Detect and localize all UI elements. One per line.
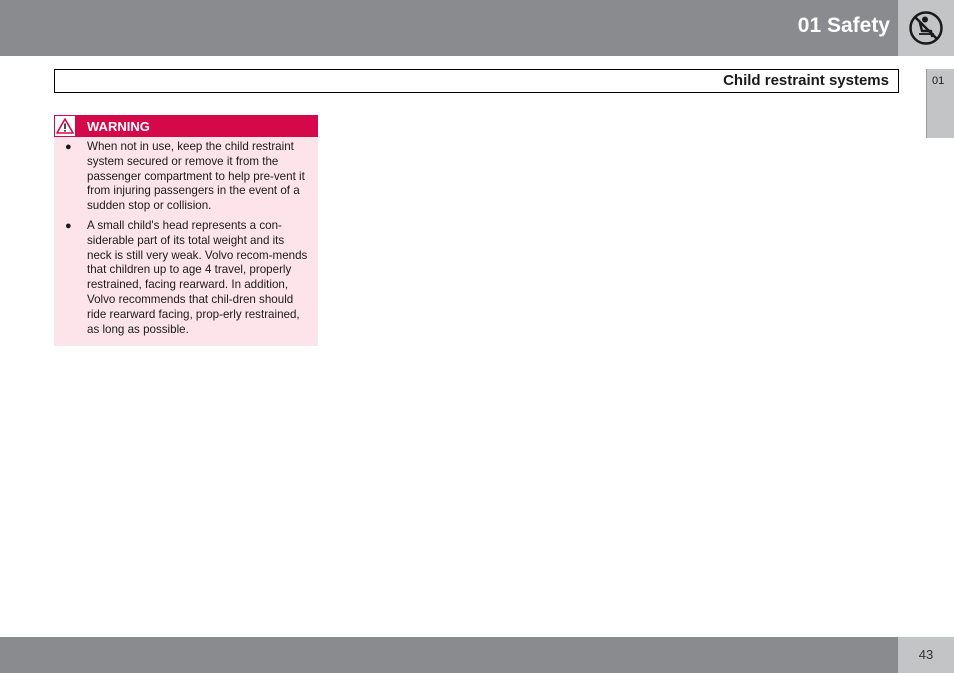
warning-label: WARNING [87, 119, 150, 134]
warning-box [54, 115, 318, 346]
warning-item [54, 219, 318, 337]
section-title: Child restraint systems [723, 72, 889, 89]
warning-item [54, 140, 318, 214]
warning-item-text: A small child's head represents a con-siderable part of its total weight and its neck is still very weak. Volvo recom-mends that children up to age 4 travel, properly restrained, facing rearward. In addition, Volvo recommends that chil-dren should ride rearward facing, prop-erly restrained, as long as possible. [87, 218, 308, 336]
seated-person-prohibited-icon [908, 10, 944, 46]
warning-item-text: When not in use, keep the child restraint system secured or remove it from the passenger compartment to help pre-vent it from injuring passengers in the event of a sudden stop or collision. [87, 140, 305, 213]
section-header [54, 69, 899, 93]
page-number: 43 [918, 647, 934, 662]
page-number-box [898, 637, 954, 673]
chapter-icon-box [898, 0, 954, 56]
top-header-bar [0, 0, 898, 56]
chapter-tab[interactable] [926, 69, 954, 138]
warning-list [54, 140, 318, 342]
warning-triangle-icon [56, 118, 74, 134]
chapter-title: 01 Safety [797, 14, 890, 37]
bullet-icon: ● [65, 219, 72, 232]
warning-header [54, 115, 318, 137]
bullet-icon: ● [65, 141, 72, 153]
footer-bar [0, 637, 898, 673]
warning-icon-box [54, 115, 76, 137]
chapter-tab-label: 01 [932, 75, 945, 87]
